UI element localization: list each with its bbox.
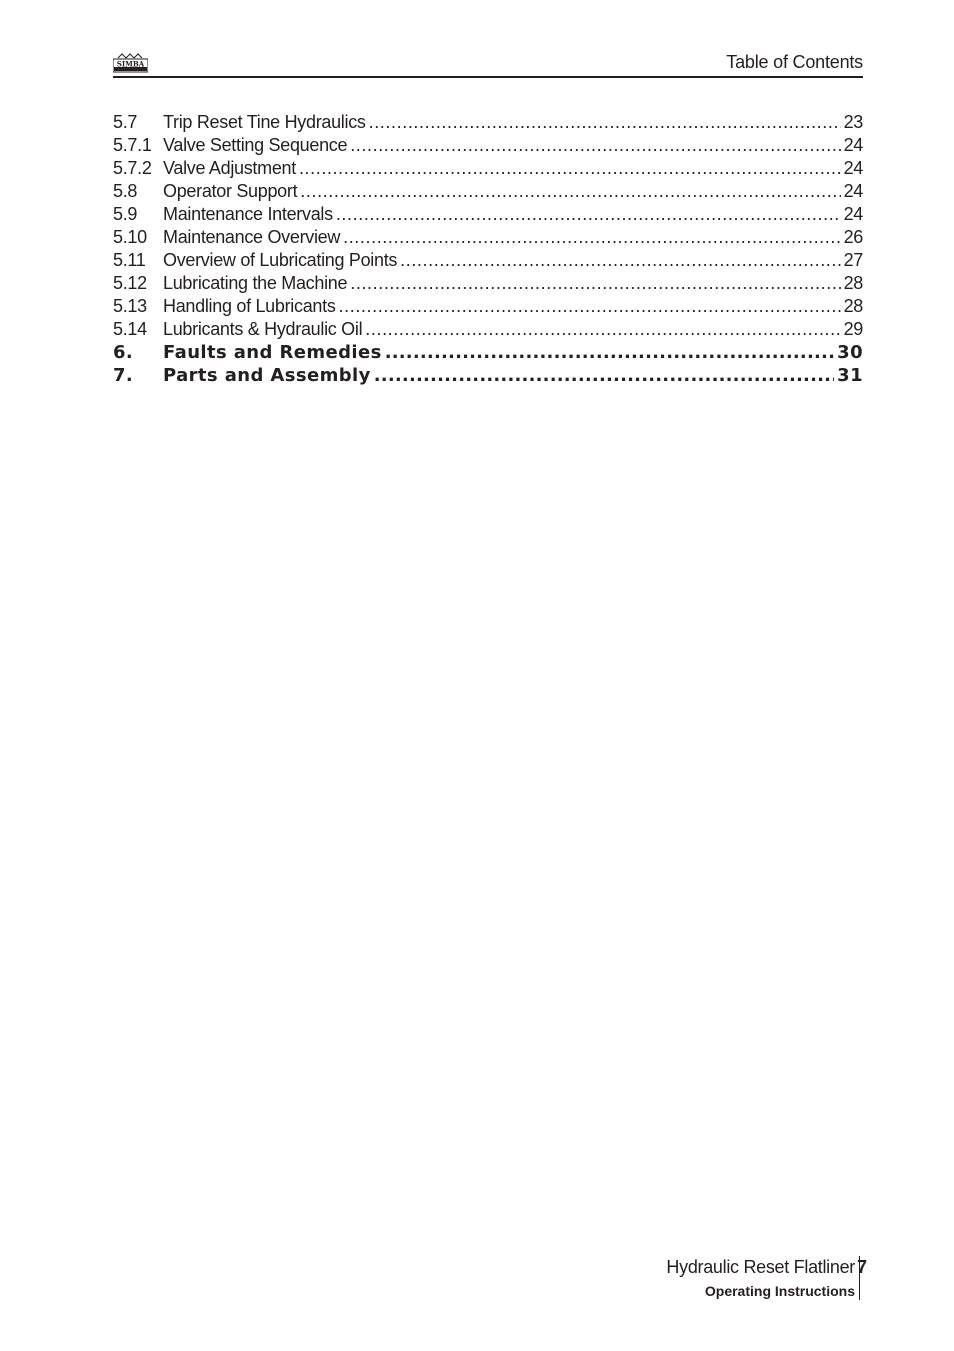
- toc-entry-page: 27: [843, 250, 863, 270]
- toc-entry-number: 5.12: [113, 273, 147, 293]
- simba-logo-icon: [113, 53, 148, 73]
- toc-entry[interactable]: [113, 134, 863, 157]
- toc-entry-page: 26: [843, 227, 863, 247]
- toc-entry-number: 5.14: [113, 319, 147, 339]
- toc-entry-title: Lubricating the Machine: [163, 273, 348, 293]
- toc-dot-leader: [350, 134, 840, 157]
- toc-entry-number: 7.: [113, 365, 134, 386]
- footer-document-type: Operating Instructions: [704, 1283, 855, 1299]
- toc-entry-page: 30: [837, 342, 863, 363]
- toc-dot-leader: [300, 180, 840, 203]
- toc-dot-leader: [350, 272, 840, 295]
- table-of-contents: [113, 111, 863, 387]
- page-section-title: Table of Contents: [726, 52, 863, 72]
- toc-entry-title: Trip Reset Tine Hydraulics: [163, 112, 366, 132]
- toc-dot-leader: [369, 111, 841, 134]
- toc-entry-number: 5.7.1: [113, 135, 152, 155]
- toc-entry-title: Valve Adjustment: [163, 158, 296, 178]
- toc-entry[interactable]: [113, 226, 863, 249]
- toc-entry-title: Maintenance Intervals: [163, 204, 333, 224]
- toc-dot-leader: [336, 203, 841, 226]
- toc-entry-number: 5.9: [113, 204, 138, 224]
- toc-entry-title: Valve Setting Sequence: [163, 135, 348, 155]
- page-number: 7: [857, 1257, 868, 1277]
- toc-entry-title: Lubricants & Hydraulic Oil: [163, 319, 363, 339]
- toc-entry[interactable]: [113, 364, 863, 387]
- toc-entry-page: 29: [843, 319, 863, 339]
- toc-entry-number: 5.8: [113, 181, 138, 201]
- toc-entry-number: 5.11: [113, 250, 146, 270]
- toc-entry[interactable]: [113, 180, 863, 203]
- toc-entry-number: 5.13: [113, 296, 147, 316]
- toc-entry-page: 23: [843, 112, 863, 132]
- toc-entry-page: 24: [843, 204, 863, 224]
- footer-product-name: Hydraulic Reset Flatliner: [666, 1257, 855, 1277]
- toc-dot-leader: [374, 364, 834, 387]
- toc-entry-title: Operator Support: [163, 181, 298, 201]
- toc-dot-leader: [400, 249, 840, 272]
- toc-entry-title: Maintenance Overview: [163, 227, 341, 247]
- toc-entry-number: 6.: [113, 342, 134, 363]
- toc-entry[interactable]: [113, 272, 863, 295]
- toc-entry[interactable]: [113, 249, 863, 272]
- toc-entry[interactable]: [113, 295, 863, 318]
- toc-entry-number: 5.10: [113, 227, 147, 247]
- toc-entry-title: Handling of Lubricants: [163, 296, 336, 316]
- toc-entry-page: 28: [843, 296, 863, 316]
- toc-entry-page: 28: [843, 273, 863, 293]
- page-header: [113, 50, 863, 78]
- toc-entry-page: 24: [843, 181, 863, 201]
- toc-dot-leader: [385, 341, 834, 364]
- toc-entry-title: Overview of Lubricating Points: [163, 250, 398, 270]
- toc-dot-leader: [365, 318, 840, 341]
- toc-entry[interactable]: [113, 111, 863, 134]
- logo-text: SIMBA: [116, 59, 145, 69]
- toc-entry-number: 5.7.2: [113, 158, 152, 178]
- toc-entry[interactable]: [113, 157, 863, 180]
- footer-text-block: [666, 1254, 855, 1302]
- toc-entry-title: Parts and Assembly: [163, 365, 371, 386]
- toc-entry-title: Faults and Remedies: [163, 342, 382, 363]
- toc-entry-page: 24: [843, 135, 863, 155]
- toc-entry[interactable]: [113, 318, 863, 341]
- toc-dot-leader: [343, 226, 840, 249]
- toc-dot-leader: [339, 295, 841, 318]
- toc-entry-page: 31: [837, 365, 863, 386]
- toc-entry-number: 5.7: [113, 112, 138, 132]
- toc-entry[interactable]: [113, 203, 863, 226]
- toc-dot-leader: [299, 157, 841, 180]
- toc-entry-page: 24: [843, 158, 863, 178]
- toc-entry[interactable]: [113, 341, 863, 364]
